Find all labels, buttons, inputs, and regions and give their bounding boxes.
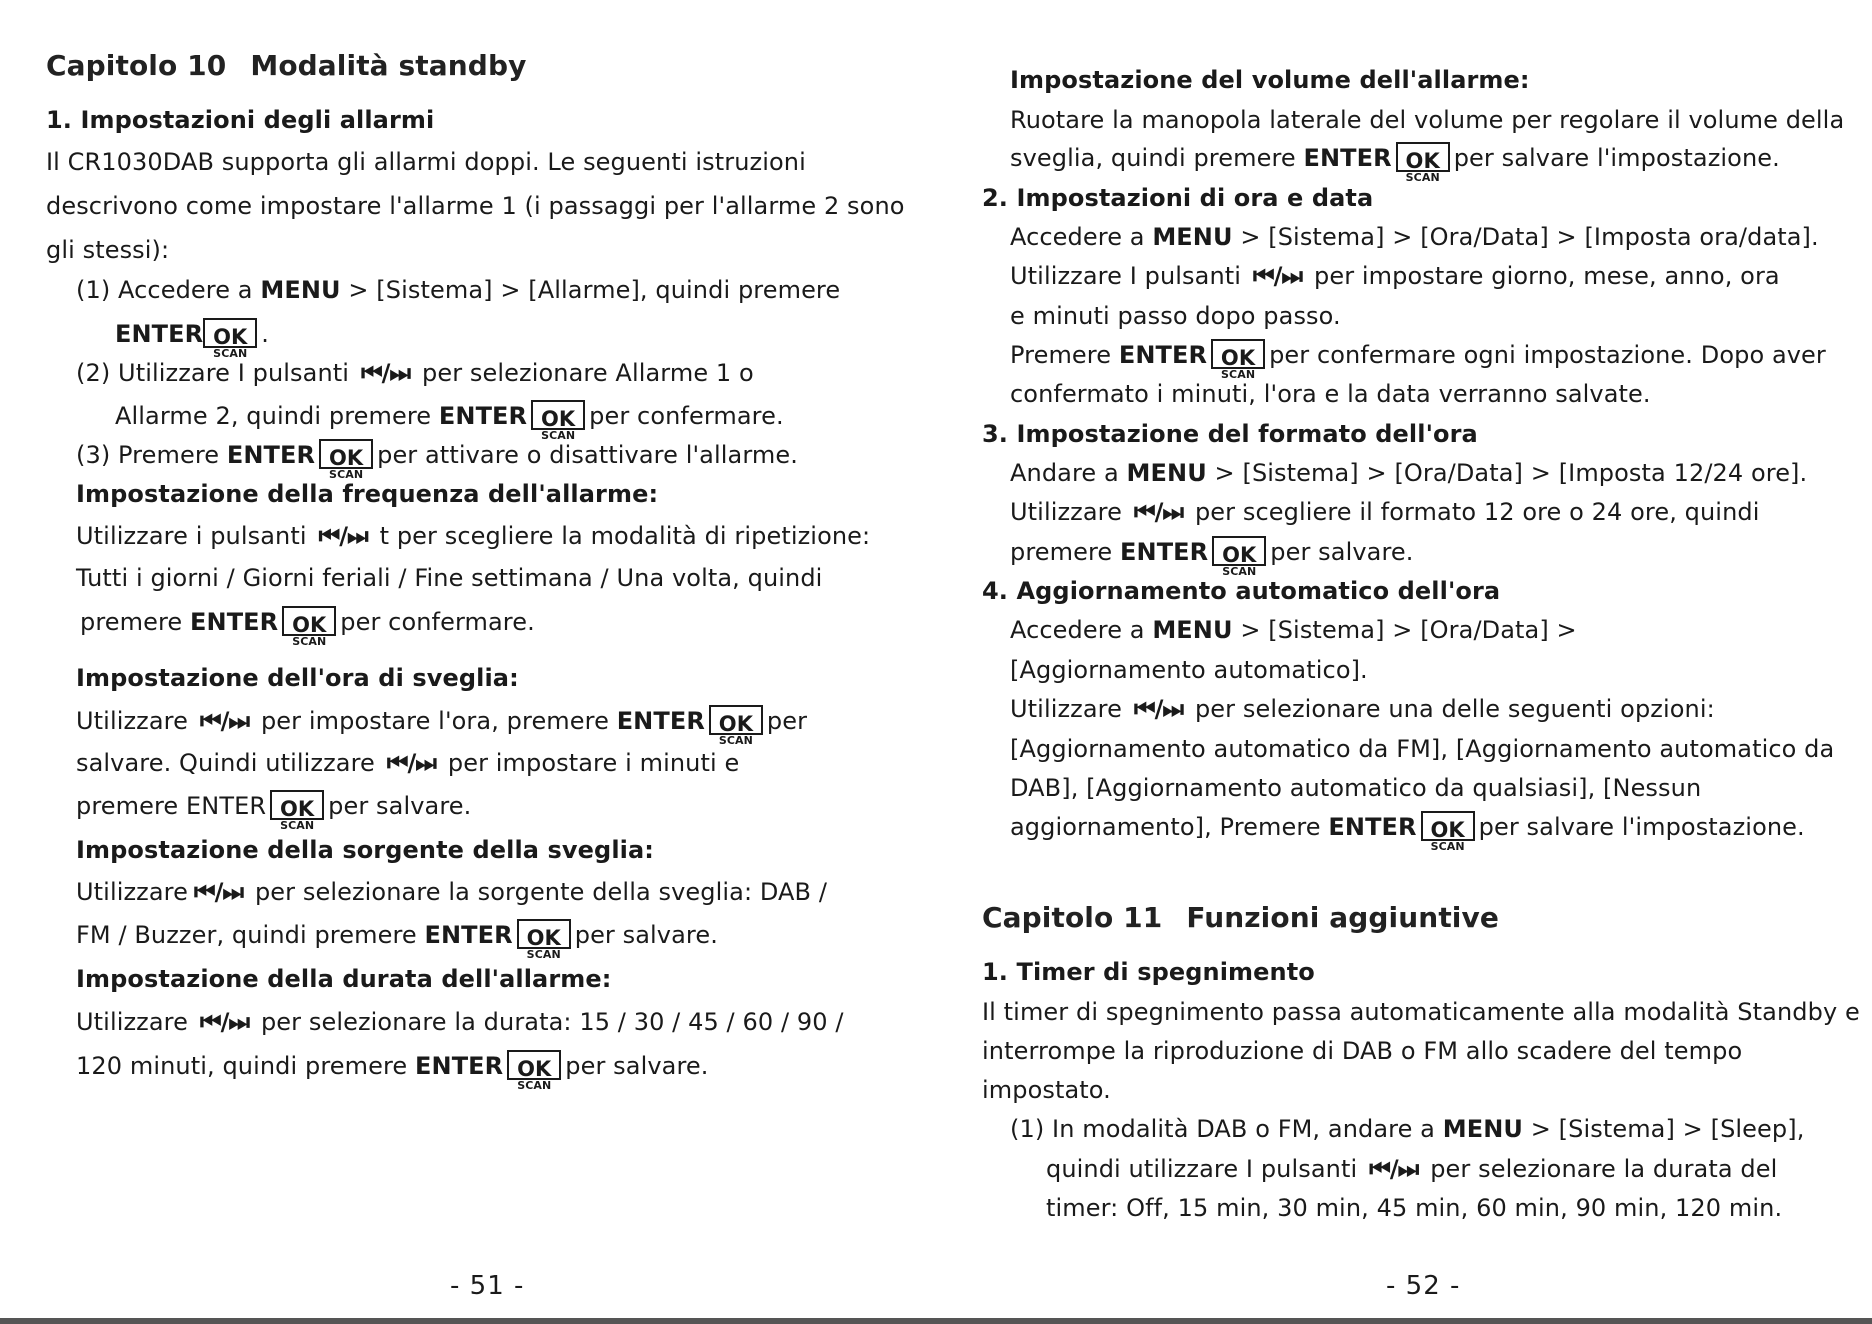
enter-label: ENTER	[1120, 538, 1209, 566]
time-format-line-3: premere ENTER OK SCAN per salvare.	[1010, 538, 1414, 578]
ok-scan-key-icon: OK SCAN	[507, 1050, 561, 1080]
prev-next-icon: ⏮/⏭	[318, 522, 368, 550]
time-date-line-1: Accedere a MENU > [Sistema] > [Ora/Data] > [Imposta ora/data].	[1010, 223, 1819, 251]
volume-line-1: Ruotare la manopola laterale del volume per regolare il volume della	[1010, 106, 1845, 134]
page-number: - 52 -	[1386, 1271, 1461, 1301]
enter-label: ENTER	[1328, 813, 1417, 841]
alarm-duration-title: Impostazione della durata dell'allarme:	[76, 965, 612, 993]
prev-next-icon: ⏮/⏭	[361, 359, 411, 387]
auto-update-line-6: aggiornamento], Premere ENTER OK SCAN per salvare l'impostazione.	[1010, 813, 1805, 853]
step-1-line-1: (1) Accedere a MENU > [Sistema] > [Allarme], quindi premere	[76, 276, 841, 304]
prev-next-icon: ⏮/⏭	[1253, 262, 1303, 290]
prev-next-icon: ⏮/⏭	[1134, 498, 1183, 526]
sleep-timer-line-2: interrompe la riproduzione di DAB o FM allo scadere del tempo	[982, 1037, 1743, 1065]
time-date-line-2: Utilizzare I pulsanti ⏮/⏭ per impostare giorno, mese, anno, ora	[1010, 262, 1780, 290]
sleep-timer-step-1-line-3: timer: Off, 15 min, 30 min, 45 min, 60 min, 90 min, 120 min.	[1046, 1194, 1783, 1222]
wake-source-line-2: FM / Buzzer, quindi premere ENTER OK SCAN per salvare.	[76, 921, 718, 961]
prev-next-icon: ⏮/⏭	[1369, 1155, 1419, 1183]
wake-time-line-1: Utilizzare ⏮/⏭ per impostare l'ora, premere ENTER OK SCAN per	[76, 707, 808, 747]
frequency-line-2: Tutti i giorni / Giorni feriali / Fine settimana / Una volta, quindi	[76, 564, 823, 592]
ok-scan-key-icon: OK SCAN	[1212, 536, 1266, 566]
auto-update-line-4: [Aggiornamento automatico da FM], [Aggiornamento automatico da	[1010, 735, 1835, 763]
enter-label: ENTER	[1118, 341, 1208, 369]
chapter-10-heading	[46, 50, 526, 82]
step-2-line-2: Allarme 2, quindi premere ENTER OK SCAN per confermare.	[115, 402, 784, 442]
wake-time-title: Impostazione dell'ora di sveglia:	[76, 664, 519, 692]
volume-line-2: sveglia, quindi premere ENTER OK SCAN per salvare l'impostazione.	[1010, 144, 1780, 184]
intro-line-1: Il CR1030DAB supporta gli allarmi doppi. Le seguenti istruzioni	[46, 148, 806, 176]
alarm-frequency-title: Impostazione della frequenza dell'allarme:	[76, 480, 659, 508]
alarm-volume-title: Impostazione del volume dell'allarme:	[1010, 66, 1530, 94]
chapter-number: Capitolo 10	[46, 49, 227, 82]
enter-label: ENTER	[1303, 144, 1392, 172]
frequency-line-3: premere ENTER OK SCAN per confermare.	[80, 608, 535, 648]
intro-line-3: gli stessi):	[46, 236, 170, 264]
prev-next-icon: ⏮/⏭	[200, 707, 249, 735]
enter-label: ENTER	[438, 402, 528, 430]
time-format-line-2: Utilizzare ⏮/⏭ per scegliere il formato 12 ore o 24 ore, quindi	[1010, 498, 1760, 526]
chapter-title: Modalità standby	[250, 49, 527, 82]
time-date-line-5: confermato i minuti, l'ora e la data verranno salvate.	[1010, 380, 1651, 408]
ok-scan-key-icon: OK SCAN	[270, 790, 324, 820]
section-alarm-settings-title: 1. Impostazioni degli allarmi	[46, 106, 435, 134]
section-time-format-title: 3. Impostazione del formato dell'ora	[982, 420, 1478, 448]
ok-scan-key-icon: OK SCAN	[319, 439, 373, 469]
chapter-11-heading	[982, 902, 1499, 934]
sleep-timer-line-3: impostato.	[982, 1076, 1111, 1104]
menu-label: MENU	[1442, 1115, 1523, 1143]
frequency-line-1: Utilizzare i pulsanti ⏮/⏭ t per scegliere la modalità di ripetizione:	[76, 522, 871, 550]
sleep-timer-step-1-line-2: quindi utilizzare I pulsanti ⏮/⏭ per selezionare la durata del	[1046, 1155, 1778, 1183]
wake-source-title: Impostazione della sorgente della sveglia:	[76, 836, 654, 864]
chapter-title: Funzioni aggiuntive	[1186, 901, 1499, 934]
time-date-line-3: e minuti passo dopo passo.	[1010, 302, 1341, 330]
section-sleep-timer-title: 1. Timer di spegnimento	[982, 958, 1315, 986]
ok-scan-key-icon: OK SCAN	[203, 318, 257, 348]
duration-line-2: 120 minuti, quindi premere ENTER OK SCAN per salvare.	[76, 1052, 709, 1092]
section-auto-update-title: 4. Aggiornamento automatico dell'ora	[982, 577, 1501, 605]
menu-label: MENU	[1152, 223, 1233, 251]
auto-update-line-3: Utilizzare ⏮/⏭ per selezionare una delle seguenti opzioni:	[1010, 695, 1715, 723]
enter-label: ENTER	[115, 320, 204, 348]
time-format-line-1: Andare a MENU > [Sistema] > [Ora/Data] > [Imposta 12/24 ore].	[1010, 459, 1808, 487]
prev-next-icon: ⏮/⏭	[200, 1008, 249, 1036]
page-52	[936, 0, 1872, 1324]
wake-source-line-1: Utilizzare ⏮/⏭ per selezionare la sorgente della sveglia: DAB /	[76, 878, 828, 906]
prev-next-icon: ⏮/⏭	[1134, 695, 1183, 723]
enter-label: ENTER	[226, 441, 316, 469]
ok-scan-key-icon: OK SCAN	[282, 606, 336, 636]
ok-scan-key-icon: OK SCAN	[709, 705, 763, 735]
wake-time-line-2: salvare. Quindi utilizzare ⏮/⏭ per impostare i minuti e	[76, 749, 740, 777]
enter-label: ENTER	[616, 707, 705, 735]
prev-next-icon: ⏮/⏭	[194, 878, 243, 906]
auto-update-line-5: DAB], [Aggiornamento automatico da qualsiasi], [Nessun	[1010, 774, 1702, 802]
step-2-line-1: (2) Utilizzare I pulsanti ⏮/⏭ per selezionare Allarme 1 o	[76, 359, 754, 387]
sleep-timer-step-1-line-1: (1) In modalità DAB o FM, andare a MENU > [Sistema] > [Sleep],	[1010, 1115, 1805, 1143]
intro-line-2: descrivono come impostare l'allarme 1 (i passaggi per l'allarme 2 sono	[46, 192, 905, 220]
sleep-timer-line-1: Il timer di spegnimento passa automaticamente alla modalità Standby e	[982, 998, 1860, 1026]
page-number: - 51 -	[450, 1271, 525, 1301]
ok-scan-key-icon: OK SCAN	[1211, 339, 1265, 369]
enter-label: ENTER	[190, 608, 279, 636]
auto-update-line-1: Accedere a MENU > [Sistema] > [Ora/Data] >	[1010, 616, 1577, 644]
prev-next-icon: ⏮/⏭	[386, 749, 436, 777]
auto-update-line-2: [Aggiornamento automatico].	[1010, 656, 1368, 684]
menu-label: MENU	[260, 276, 341, 304]
time-date-line-4: Premere ENTER OK SCAN per confermare ogni impostazione. Dopo aver	[1010, 341, 1826, 381]
enter-label: ENTER	[415, 1052, 504, 1080]
ok-scan-key-icon: OK SCAN	[517, 919, 571, 949]
duration-line-1: Utilizzare ⏮/⏭ per selezionare la durata: 15 / 30 / 45 / 60 / 90 /	[76, 1008, 844, 1036]
step-3: (3) Premere ENTER OK SCAN per attivare o disattivare l'allarme.	[76, 441, 798, 481]
ok-scan-key-icon: OK SCAN	[1421, 811, 1475, 841]
menu-label: MENU	[1126, 459, 1207, 487]
ok-scan-key-icon: OK SCAN	[1396, 142, 1450, 172]
chapter-number: Capitolo 11	[982, 901, 1163, 934]
scan-bottom-edge	[0, 1318, 1872, 1324]
enter-label: ENTER	[424, 921, 513, 949]
ok-scan-key-icon: OK SCAN	[531, 400, 585, 430]
menu-label: MENU	[1152, 616, 1233, 644]
step-1-line-2: ENTER OK SCAN .	[115, 320, 269, 360]
wake-time-line-3: premere ENTER OK SCAN per salvare.	[76, 792, 472, 832]
section-time-date-title: 2. Impostazioni di ora e data	[982, 184, 1374, 212]
